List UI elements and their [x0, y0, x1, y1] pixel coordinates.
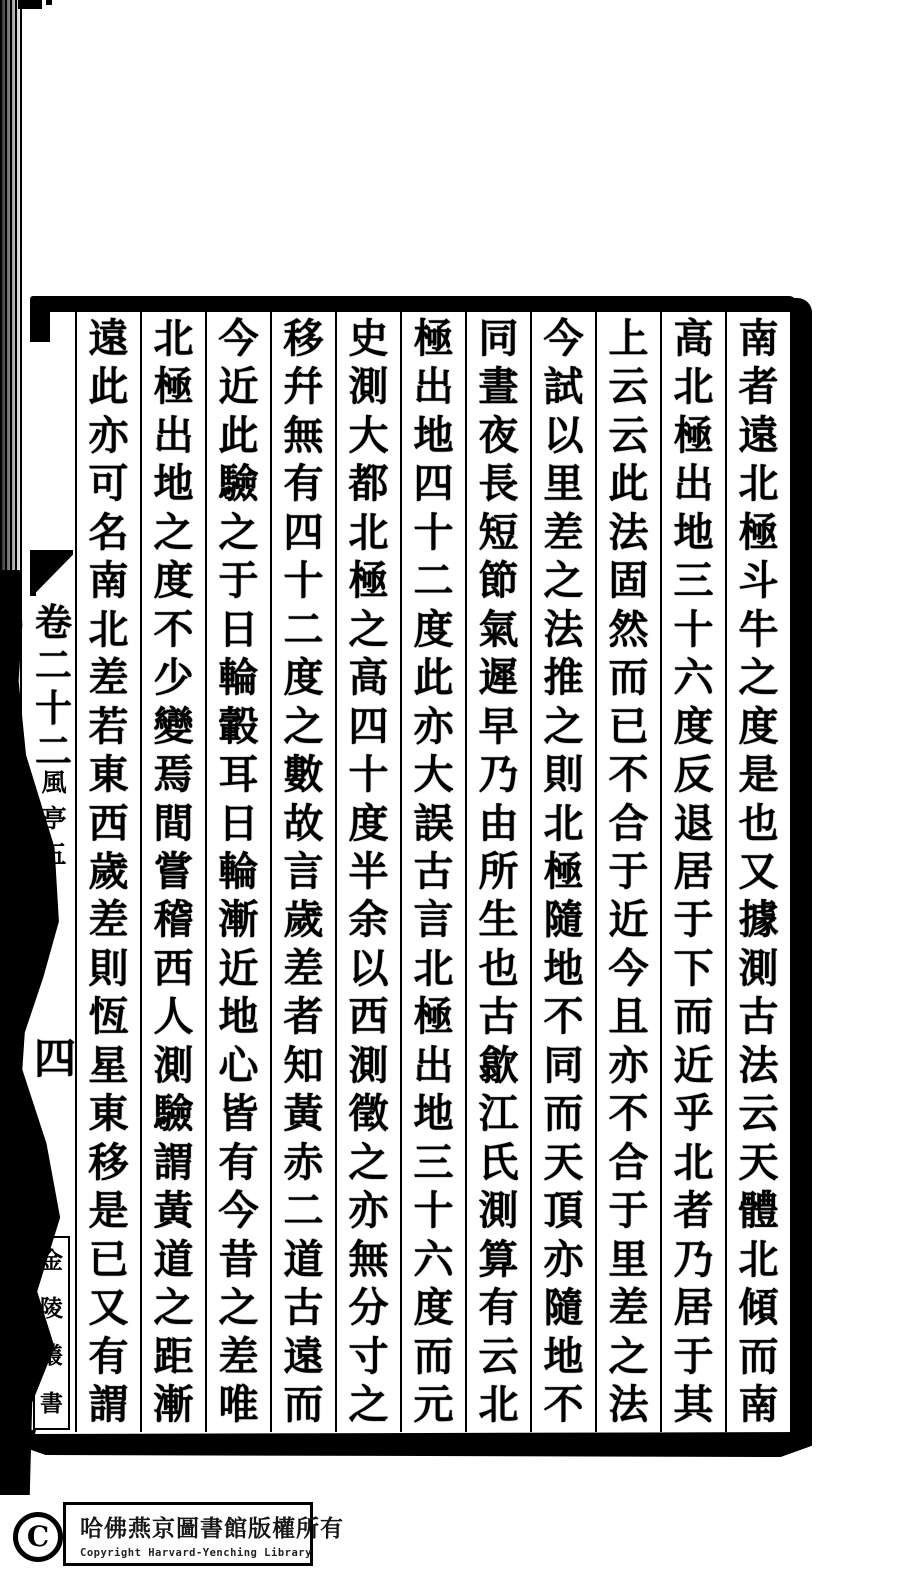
char: 此 — [413, 655, 454, 702]
char: 北 — [738, 1236, 779, 1283]
char: 斗 — [738, 558, 779, 605]
char: 黃 — [283, 1091, 324, 1138]
char: 不 — [543, 994, 584, 1041]
char: 四 — [283, 509, 324, 556]
char: 大 — [348, 412, 389, 459]
char: 寸 — [348, 1333, 389, 1380]
text-column-9 — [205, 312, 270, 1432]
volume-label — [32, 601, 75, 773]
char: 有 — [88, 1333, 129, 1380]
char: 此 — [608, 461, 649, 508]
char: 地 — [543, 945, 584, 992]
char: 無 — [283, 412, 324, 459]
char: 陵 — [40, 1295, 63, 1322]
char: 之 — [543, 558, 584, 605]
char: 心 — [218, 1042, 259, 1089]
text-column-6 — [400, 312, 465, 1432]
char: 古 — [413, 848, 454, 895]
char: 然 — [608, 606, 649, 653]
char: 之 — [348, 606, 389, 653]
char: 測 — [738, 945, 779, 992]
char: 輪 — [218, 848, 259, 895]
char: 差 — [608, 1285, 649, 1332]
char: 南 — [738, 1381, 779, 1428]
char: 反 — [673, 752, 714, 799]
char: 高 — [673, 316, 714, 362]
char: 亦 — [608, 1042, 649, 1089]
char: 十 — [348, 752, 389, 799]
char: 牛 — [738, 606, 779, 653]
char: 短 — [478, 509, 519, 556]
char: 故 — [283, 800, 324, 847]
char: 漸 — [153, 1381, 194, 1428]
char: 今 — [218, 316, 259, 362]
char: 里 — [543, 461, 584, 508]
char: 度 — [413, 1285, 454, 1332]
text-grid — [75, 312, 790, 1432]
char: 西 — [153, 945, 194, 992]
char: 于 — [218, 558, 259, 605]
char: 遠 — [88, 316, 129, 362]
char: 之 — [218, 1285, 259, 1332]
char: 近 — [608, 897, 649, 944]
stamp-english-text: Copyright Harvard-Yenching Library — [80, 1546, 312, 1559]
char: 有 — [283, 461, 324, 508]
char: 之 — [543, 703, 584, 750]
char: 之 — [283, 703, 324, 750]
char: 之 — [348, 1381, 389, 1428]
char: 星 — [88, 1042, 129, 1089]
char: 出 — [413, 1042, 454, 1089]
char: 古 — [478, 994, 519, 1041]
char: 算 — [478, 1236, 519, 1283]
char: 氣 — [478, 606, 519, 653]
char: 北 — [478, 1381, 519, 1428]
page-number — [34, 1034, 77, 1083]
char: 北 — [88, 606, 129, 653]
char: 極 — [348, 558, 389, 605]
char: 漸 — [218, 897, 259, 944]
char: 上 — [608, 316, 649, 362]
char: 者 — [283, 994, 324, 1041]
char: 同 — [543, 1042, 584, 1089]
char: 今 — [543, 316, 584, 362]
char: 可 — [88, 461, 129, 508]
char: 謂 — [153, 1139, 194, 1186]
char: 北 — [543, 800, 584, 847]
char: 轂 — [218, 703, 259, 750]
char: 亦 — [543, 1236, 584, 1283]
char: 道 — [153, 1236, 194, 1283]
copyright-letter: C — [26, 1520, 50, 1553]
char: 歲 — [88, 848, 129, 895]
char: 唯 — [218, 1381, 259, 1428]
char: 移 — [283, 316, 324, 362]
char: 亦 — [88, 412, 129, 459]
char: 史 — [348, 316, 389, 362]
char: 少 — [153, 655, 194, 702]
char: 地 — [543, 1333, 584, 1380]
char: 若 — [88, 703, 129, 750]
char: 地 — [413, 412, 454, 459]
char: 體 — [738, 1188, 779, 1235]
char: 而 — [608, 655, 649, 702]
char: 不 — [153, 606, 194, 653]
char: 稽 — [153, 897, 194, 944]
char: 則 — [88, 945, 129, 992]
char: 西 — [88, 800, 129, 847]
char: 焉 — [153, 752, 194, 799]
char: 合 — [608, 1139, 649, 1186]
char: 是 — [738, 752, 779, 799]
char: 者 — [738, 364, 779, 411]
char: 此 — [218, 412, 259, 459]
scan-artifact-mark — [46, 0, 52, 5]
char: 二 — [283, 606, 324, 653]
char: 又 — [88, 1285, 129, 1332]
copyright-symbol — [13, 1512, 63, 1562]
text-column-11 — [75, 312, 140, 1432]
char: 十 — [413, 509, 454, 556]
char: 乎 — [673, 1091, 714, 1138]
char: 半 — [348, 848, 389, 895]
char: 不 — [543, 1381, 584, 1428]
char: 嘗 — [153, 848, 194, 895]
char: 言 — [283, 848, 324, 895]
scan-artifact-mark — [18, 0, 42, 9]
char: 六 — [673, 655, 714, 702]
char: 二 — [413, 558, 454, 605]
char: 之 — [218, 509, 259, 556]
char: 居 — [673, 848, 714, 895]
char: 遠 — [738, 412, 779, 459]
char: 出 — [413, 364, 454, 411]
char: 徵 — [348, 1091, 389, 1138]
char: 下 — [673, 945, 714, 992]
char: 而 — [738, 1333, 779, 1380]
char: 十 — [413, 1188, 454, 1235]
char: 亭 — [41, 804, 67, 833]
char: 人 — [153, 994, 194, 1041]
char: 二 — [35, 644, 72, 687]
char: 今 — [218, 1188, 259, 1235]
char: 云 — [608, 364, 649, 411]
char: 晝 — [478, 364, 519, 411]
char: 北 — [673, 364, 714, 411]
char: 者 — [673, 1188, 714, 1235]
char: 法 — [543, 606, 584, 653]
char: 天 — [543, 1139, 584, 1186]
char: 隨 — [543, 1285, 584, 1332]
char: 近 — [218, 364, 259, 411]
char: 卷 — [35, 601, 72, 644]
char: 元 — [413, 1381, 454, 1428]
char: 度 — [413, 606, 454, 653]
char: 之 — [348, 1139, 389, 1186]
char: 之 — [608, 1333, 649, 1380]
char: 高 — [348, 655, 389, 702]
char: 出 — [153, 412, 194, 459]
char: 道 — [283, 1236, 324, 1283]
char: 而 — [413, 1333, 454, 1380]
char: 合 — [608, 800, 649, 847]
char: 數 — [283, 752, 324, 799]
char: 地 — [413, 1091, 454, 1138]
char: 地 — [673, 509, 714, 556]
char: 頂 — [543, 1188, 584, 1235]
char: 法 — [608, 1381, 649, 1428]
char: 金 — [40, 1248, 63, 1275]
char: 早 — [478, 703, 519, 750]
char: 近 — [218, 945, 259, 992]
char: 地 — [153, 461, 194, 508]
char: 乃 — [478, 752, 519, 799]
char: 差 — [88, 655, 129, 702]
text-column-8 — [270, 312, 335, 1432]
char: 古 — [283, 1285, 324, 1332]
char: 極 — [153, 364, 194, 411]
char: 赤 — [283, 1139, 324, 1186]
char: 度 — [673, 703, 714, 750]
char: 夜 — [478, 412, 519, 459]
char: 昔 — [218, 1236, 259, 1283]
char: 測 — [348, 364, 389, 411]
char: 之 — [153, 1285, 194, 1332]
char: 風 — [41, 768, 67, 797]
char: 誤 — [413, 800, 454, 847]
library-stamp — [63, 1502, 344, 1566]
char: 日 — [218, 606, 259, 653]
char: 此 — [88, 364, 129, 411]
char: 名 — [88, 509, 129, 556]
char: 是 — [88, 1188, 129, 1235]
char: 推 — [543, 655, 584, 702]
char: 今 — [608, 945, 649, 992]
char: 北 — [153, 316, 194, 362]
char: 已 — [88, 1236, 129, 1283]
char: 度 — [738, 703, 779, 750]
char: 十 — [673, 606, 714, 653]
char: 以 — [348, 945, 389, 992]
char: 據 — [738, 897, 779, 944]
char: 差 — [283, 945, 324, 992]
char: 歙 — [478, 1042, 519, 1089]
char: 十 — [35, 687, 72, 730]
char: 由 — [478, 800, 519, 847]
char: 書 — [40, 1390, 63, 1417]
char: 而 — [673, 994, 714, 1041]
char: 驗 — [218, 461, 259, 508]
char: 歲 — [283, 897, 324, 944]
char: 耳 — [218, 752, 259, 799]
char: 幷 — [283, 364, 324, 411]
char: 間 — [153, 800, 194, 847]
char: 度 — [283, 655, 324, 702]
char: 試 — [543, 364, 584, 411]
bottom-border-bar — [30, 1432, 812, 1457]
char: 以 — [543, 412, 584, 459]
char: 知 — [283, 1042, 324, 1089]
char: 云 — [738, 1091, 779, 1138]
page-text-block — [30, 296, 812, 1462]
char: 四 — [413, 461, 454, 508]
char: 度 — [153, 558, 194, 605]
char: 測 — [478, 1188, 519, 1235]
char: 極 — [413, 316, 454, 362]
char: 于 — [673, 897, 714, 944]
char: 極 — [673, 412, 714, 459]
char: 也 — [738, 800, 779, 847]
char: 于 — [673, 1333, 714, 1380]
char: 驗 — [153, 1091, 194, 1138]
char: 之 — [153, 509, 194, 556]
char: 居 — [673, 1285, 714, 1332]
char: 極 — [413, 994, 454, 1041]
char: 而 — [543, 1091, 584, 1138]
char: 亦 — [413, 703, 454, 750]
char: 四 — [348, 703, 389, 750]
char: 南 — [738, 316, 779, 362]
char: 同 — [478, 316, 519, 362]
char: 測 — [153, 1042, 194, 1089]
char: 西 — [348, 994, 389, 1041]
char: 余 — [348, 897, 389, 944]
top-border-bar — [30, 296, 797, 312]
char: 極 — [543, 848, 584, 895]
char: 出 — [673, 461, 714, 508]
char: 都 — [348, 461, 389, 508]
char: 測 — [348, 1042, 389, 1089]
char: 無 — [348, 1236, 389, 1283]
char: 已 — [608, 703, 649, 750]
char: 北 — [348, 509, 389, 556]
char: 則 — [543, 752, 584, 799]
char: 里 — [608, 1236, 649, 1283]
char: 長 — [478, 461, 519, 508]
char: 謂 — [88, 1381, 129, 1428]
char: 言 — [413, 897, 454, 944]
char: 三 — [413, 1139, 454, 1186]
section-label — [38, 770, 70, 867]
char: 十 — [283, 558, 324, 605]
char: 也 — [478, 945, 519, 992]
char: 云 — [478, 1333, 519, 1380]
char: 差 — [218, 1333, 259, 1380]
text-column-7 — [335, 312, 400, 1432]
char: 極 — [738, 509, 779, 556]
char: 北 — [413, 945, 454, 992]
char: 移 — [88, 1139, 129, 1186]
char: 二 — [283, 1188, 324, 1235]
char: 古 — [738, 994, 779, 1041]
char: 四 — [34, 1034, 77, 1083]
char: 法 — [738, 1042, 779, 1089]
char: 叢 — [40, 1343, 63, 1370]
char: 日 — [218, 800, 259, 847]
char: 而 — [283, 1381, 324, 1428]
text-column-3 — [595, 312, 660, 1432]
char: 于 — [608, 848, 649, 895]
char: 恆 — [88, 994, 129, 1041]
char: 差 — [543, 509, 584, 556]
char: 其 — [673, 1381, 714, 1428]
char: 近 — [673, 1042, 714, 1089]
char: 距 — [153, 1333, 194, 1380]
stamp-chinese-text: 哈佛燕京圖書館版權所有 — [80, 1515, 344, 1542]
char: 南 — [88, 558, 129, 605]
char: 差 — [88, 897, 129, 944]
char: 北 — [738, 461, 779, 508]
char: 于 — [608, 1188, 649, 1235]
char: 有 — [218, 1139, 259, 1186]
text-column-5 — [465, 312, 530, 1432]
char: 云 — [608, 412, 649, 459]
char: 三 — [673, 558, 714, 605]
char: 固 — [608, 558, 649, 605]
right-border-band — [790, 298, 812, 1448]
char: 不 — [608, 752, 649, 799]
char: 隨 — [543, 897, 584, 944]
char: 變 — [153, 703, 194, 750]
char: 六 — [413, 1236, 454, 1283]
char: 遲 — [478, 655, 519, 702]
char: 黃 — [153, 1188, 194, 1235]
char: 遠 — [283, 1333, 324, 1380]
char: 乃 — [673, 1236, 714, 1283]
char: 北 — [673, 1139, 714, 1186]
char: 皆 — [218, 1091, 259, 1138]
char: 又 — [738, 848, 779, 895]
char: 生 — [478, 897, 519, 944]
char: 節 — [478, 558, 519, 605]
char: 且 — [608, 994, 649, 1041]
char: 亦 — [348, 1188, 389, 1235]
text-column-1 — [725, 312, 790, 1432]
char: 地 — [218, 994, 259, 1041]
char: 氏 — [478, 1139, 519, 1186]
char: 大 — [413, 752, 454, 799]
char: 不 — [608, 1091, 649, 1138]
char: 退 — [673, 800, 714, 847]
char: 度 — [348, 800, 389, 847]
char: 法 — [608, 509, 649, 556]
char: 東 — [88, 1091, 129, 1138]
text-column-4 — [530, 312, 595, 1432]
char: 五 — [41, 840, 67, 869]
text-column-10 — [140, 312, 205, 1432]
char: 傾 — [738, 1285, 779, 1332]
char: 分 — [348, 1285, 389, 1332]
margin-column — [30, 312, 75, 1432]
char: 之 — [738, 655, 779, 702]
fishtail-mark — [30, 550, 73, 596]
char: 江 — [478, 1091, 519, 1138]
char: 天 — [738, 1139, 779, 1186]
char: 東 — [88, 752, 129, 799]
char: 所 — [478, 848, 519, 895]
char: 輪 — [218, 655, 259, 702]
char: 二 — [35, 730, 72, 773]
char: 有 — [478, 1285, 519, 1332]
colophon-box — [33, 1236, 70, 1430]
text-column-2 — [660, 312, 725, 1432]
